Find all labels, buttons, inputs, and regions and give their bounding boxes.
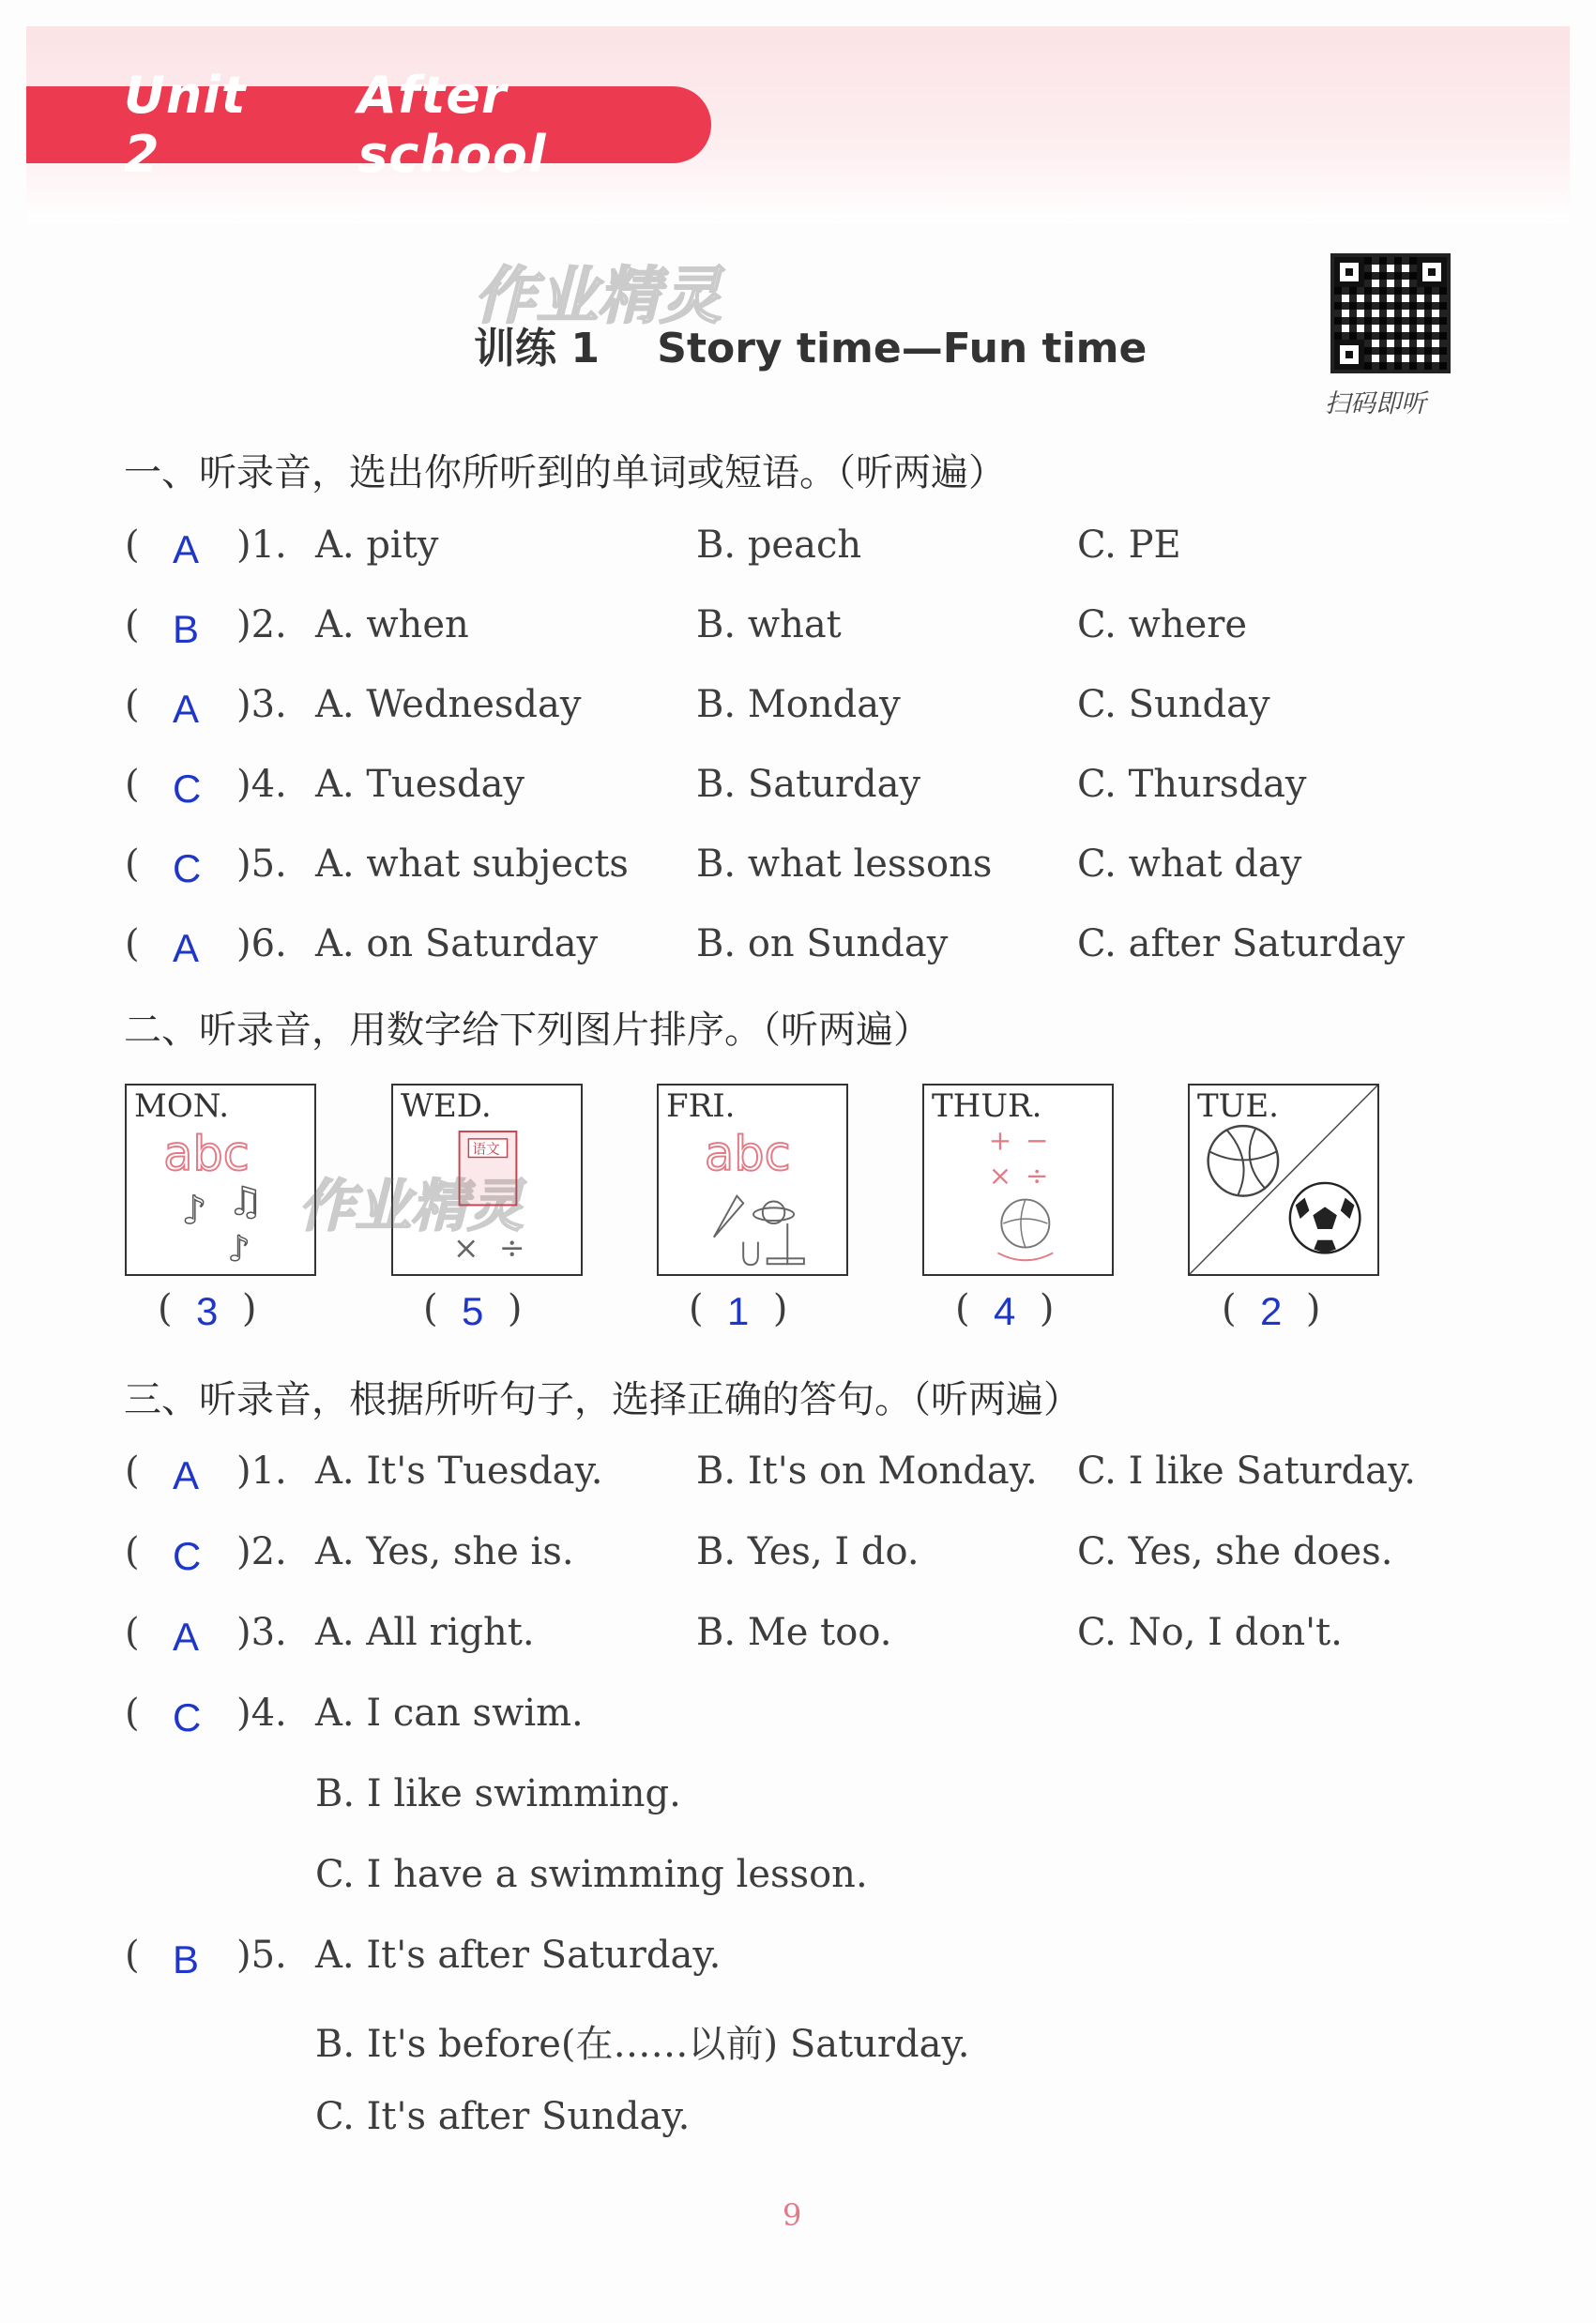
option-c: C. I have a swimming lesson. — [315, 1853, 868, 1896]
option-b: B. Saturday — [696, 763, 921, 806]
answer-mark[interactable]: A — [173, 1615, 200, 1659]
section1-item-5 — [0, 843, 1596, 899]
answer-mark[interactable]: 3 — [196, 1289, 219, 1333]
answer-paren-open: ( — [125, 843, 140, 886]
answer-paren-open: ( — [125, 922, 140, 965]
section3-item-3 — [0, 1611, 1596, 1667]
option-c: C. I like Saturday. — [1077, 1450, 1416, 1493]
answer-mark[interactable]: 1 — [727, 1289, 750, 1333]
option-a: A. what subjects — [315, 843, 629, 886]
option-b: B. Me too. — [696, 1611, 892, 1654]
qr-caption: 扫码即听 — [1325, 389, 1426, 418]
watermark-top: 作业精灵 — [474, 260, 722, 332]
answer-mark[interactable]: C — [173, 846, 202, 890]
answer-paren-open: ( — [125, 524, 140, 567]
option-b: B. Yes, I do. — [696, 1530, 920, 1573]
option-a: A. I can swim. — [315, 1692, 584, 1735]
section1-item-6 — [0, 922, 1596, 979]
item-number: )2. — [236, 1530, 287, 1573]
answer-mark[interactable]: A — [173, 926, 200, 970]
svg-text:−: − — [1025, 1124, 1049, 1157]
item-number: )6. — [236, 922, 287, 965]
answer-mark[interactable]: C — [173, 767, 202, 811]
section3-item-4-b — [0, 1772, 1596, 1829]
item-number: )1. — [236, 1450, 287, 1493]
picture-order-fri: ( 1 ) — [689, 1287, 788, 1333]
picture-fri — [657, 1084, 848, 1276]
svg-text:÷: ÷ — [498, 1229, 525, 1267]
lesson-name: Story time—Fun time — [657, 325, 1148, 372]
day-label: THUR. — [932, 1087, 1042, 1125]
item-number: )2. — [236, 603, 287, 646]
picture-order-wed: ( 5 ) — [423, 1287, 523, 1333]
item-number: )3. — [236, 1611, 287, 1654]
page-number: 9 — [783, 2197, 802, 2233]
answer-mark[interactable]: A — [173, 527, 200, 571]
unit-banner — [26, 66, 711, 184]
option-b: B. what — [696, 603, 842, 646]
item-number: )3. — [236, 683, 287, 726]
answer-paren-open: ( — [125, 1530, 140, 1573]
option-a: A. Yes, she is. — [315, 1530, 574, 1573]
item-number: )1. — [236, 524, 287, 567]
watermark-middle: 作业精灵 — [298, 1174, 524, 1239]
section1-item-3 — [0, 683, 1596, 739]
answer-paren-open: ( — [125, 1450, 140, 1493]
option-c: C. after Saturday — [1077, 922, 1406, 965]
option-c: C. It's after Sunday. — [315, 2095, 691, 2138]
answer-paren-open: ( — [125, 603, 140, 646]
day-label: WED. — [401, 1087, 492, 1125]
answer-mark[interactable]: C — [173, 1695, 202, 1739]
option-b: B. what lessons — [696, 843, 993, 886]
basketball-football-icon — [1190, 1086, 1377, 1274]
section3-item-5-b — [0, 2014, 1596, 2071]
svg-text:♪: ♪ — [181, 1188, 207, 1234]
answer-paren-open: ( — [125, 1611, 140, 1654]
option-c: C. Yes, she does. — [1077, 1530, 1393, 1573]
book-label: 语文 — [472, 1141, 500, 1158]
answer-paren-open: ( — [125, 763, 140, 806]
unit-number: Unit 2 — [124, 66, 247, 184]
section3-item-4-c — [0, 1853, 1596, 1909]
option-b: B. It's on Monday. — [696, 1450, 1038, 1493]
item-number: )5. — [236, 1934, 287, 1977]
option-a: A. when — [315, 603, 469, 646]
day-label: TUE. — [1197, 1087, 1279, 1125]
answer-mark[interactable]: 5 — [462, 1289, 484, 1333]
option-c: C. Thursday — [1077, 763, 1307, 806]
svg-text:abc: abc — [705, 1127, 791, 1183]
day-label: FRI. — [666, 1087, 736, 1125]
svg-text:×: × — [988, 1159, 1012, 1192]
option-c: C. where — [1077, 603, 1248, 646]
answer-paren-open: ( — [125, 1692, 140, 1735]
option-a: A. pity — [315, 524, 439, 567]
svg-text:÷: ÷ — [1025, 1159, 1049, 1192]
option-a: A. Wednesday — [315, 683, 582, 726]
picture-mon — [125, 1084, 316, 1276]
section3-item-2 — [0, 1530, 1596, 1587]
section1-heading: 一、听录音，选出你所听到的单词或短语。（听两遍） — [124, 451, 1006, 494]
lesson-title — [474, 314, 1147, 374]
abc-music-icon — [127, 1086, 314, 1274]
answer-mark[interactable]: C — [173, 1534, 202, 1578]
abc-science-icon — [659, 1086, 846, 1274]
item-number: )4. — [236, 1692, 287, 1735]
answer-paren-open: ( — [125, 683, 140, 726]
answer-mark[interactable]: B — [173, 1937, 200, 1981]
option-c: C. No, I don't. — [1077, 1611, 1343, 1654]
day-label: MON. — [134, 1087, 230, 1125]
section3-heading: 三、听录音，根据所听句子，选择正确的答句。（听两遍） — [124, 1378, 1081, 1421]
option-b: B. peach — [696, 524, 862, 567]
section2-heading: 二、听录音，用数字给下列图片排序。（听两遍） — [124, 1009, 931, 1052]
svg-text:+: + — [988, 1124, 1012, 1157]
option-c: C. what day — [1077, 843, 1302, 886]
svg-text:♫: ♫ — [227, 1178, 263, 1224]
picture-order-tue: ( 2 ) — [1222, 1287, 1321, 1333]
answer-mark[interactable]: B — [173, 607, 200, 651]
item-number: )5. — [236, 843, 287, 886]
section1-item-1 — [0, 524, 1596, 580]
answer-mark[interactable]: 2 — [1260, 1289, 1283, 1333]
option-c: C. PE — [1077, 524, 1181, 567]
option-b: B. on Sunday — [696, 922, 949, 965]
qr-code-icon[interactable] — [1330, 253, 1451, 373]
section3-item-5 — [0, 1934, 1596, 1990]
math-globe-icon — [924, 1086, 1112, 1274]
svg-text:♪: ♪ — [227, 1227, 251, 1269]
option-a: A. on Saturday — [315, 922, 599, 965]
picture-tue — [1188, 1084, 1379, 1276]
picture-order-mon: ( 3 ) — [158, 1287, 257, 1333]
section3-item-1 — [0, 1450, 1596, 1506]
answer-mark[interactable]: A — [173, 1453, 200, 1497]
answer-mark[interactable]: 4 — [994, 1289, 1016, 1333]
picture-order-thur: ( 4 ) — [955, 1287, 1055, 1333]
section3-item-5-c — [0, 2095, 1596, 2151]
unit-title: After school — [357, 66, 547, 184]
item-number: )4. — [236, 763, 287, 806]
option-b: B. Monday — [696, 683, 901, 726]
section1-item-4 — [0, 763, 1596, 819]
section1-item-2 — [0, 603, 1596, 660]
option-a: A. It's Tuesday. — [315, 1450, 603, 1493]
option-b: B. I like swimming. — [315, 1772, 681, 1815]
option-b: B. It's before(在……以前) Saturday. — [315, 2023, 970, 2066]
option-a: A. All right. — [315, 1611, 535, 1654]
section3-item-4 — [0, 1692, 1596, 1748]
lesson-number: 训练 1 — [474, 325, 600, 372]
picture-thur — [922, 1084, 1114, 1276]
answer-paren-open: ( — [125, 1934, 140, 1977]
answer-mark[interactable]: A — [173, 687, 200, 731]
option-a: A. Tuesday — [315, 763, 525, 806]
option-a: A. It's after Saturday. — [315, 1934, 722, 1977]
svg-text:×: × — [452, 1229, 479, 1267]
svg-text:abc: abc — [163, 1127, 250, 1183]
option-c: C. Sunday — [1077, 683, 1270, 726]
